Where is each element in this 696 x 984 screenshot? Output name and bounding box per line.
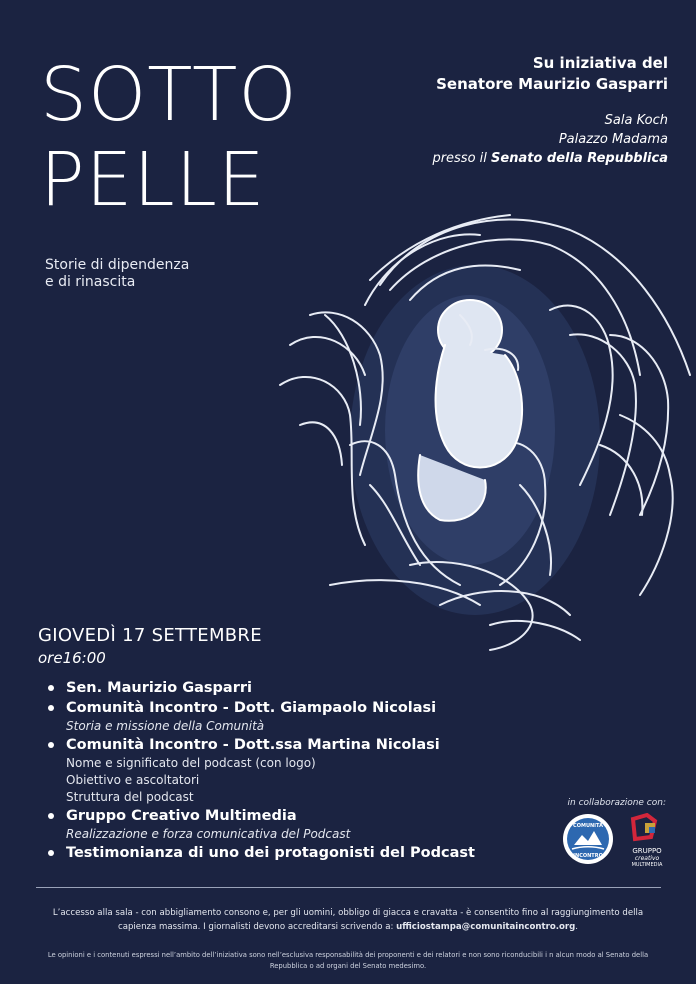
initiative-line-2: Senatore Maurizio Gasparri	[436, 75, 668, 93]
program-item-title: Gruppo Creativo Multimedia	[66, 808, 297, 824]
venue-palace: Palazzo Madama	[558, 132, 668, 147]
hands-illustration	[270, 185, 696, 655]
access-notice-end: .	[575, 922, 579, 932]
program-item-detail: Struttura del podcast	[66, 790, 194, 804]
gruppo-creativo-logo	[625, 813, 669, 873]
comunita-incontro-logo	[562, 813, 614, 865]
press-email[interactable]: ufficiostampa@comunitaincontro.org	[396, 922, 576, 932]
title-line-2: PELLE	[40, 137, 266, 223]
bullet-icon	[48, 742, 54, 748]
venue-block	[432, 111, 668, 168]
initiative-line-1: Su iniziativa del	[532, 54, 668, 72]
program-item-title: Comunità Incontro - Dott. Giampaolo Nicolasi	[66, 700, 437, 716]
bullet-icon	[48, 850, 54, 856]
gruppo-creativo-line-2: creativo	[634, 855, 660, 862]
collaboration-label: in collaborazione con:	[567, 798, 666, 808]
venue-senate-name: Senato della Repubblica	[491, 151, 668, 166]
bullet-icon	[48, 685, 54, 691]
gruppo-creativo-line-1: GRUPPO	[632, 847, 662, 855]
bullet-icon	[48, 813, 54, 819]
gruppo-creativo-line-3: MULTIMEDIA	[631, 862, 663, 868]
program-item-title: Sen. Maurizio Gasparri	[66, 680, 252, 696]
initiative-block	[436, 53, 668, 95]
program-item-title: Testimonianza di uno dei protagonisti del Podcast	[66, 845, 475, 861]
title-line-1: SOTTO	[40, 52, 298, 138]
venue-senate	[432, 149, 668, 168]
program-item	[48, 843, 548, 863]
program-item	[48, 806, 548, 843]
bullet-icon	[48, 705, 54, 711]
svg-text:COMUNITÀ: COMUNITÀ	[573, 823, 603, 829]
divider	[36, 887, 661, 888]
disclaimer: Le opinioni e i contenuti espressi nell’ambito dell’iniziativa sono nell’esclusiva responsabilità dei proponenti e dei relatori e non sono riconducibili i n alcun modo al Senato della Repubblica o ad organi del Senato medesimo.	[47, 951, 649, 970]
program-item	[48, 678, 548, 698]
gruppo-creativo-icon	[625, 813, 669, 843]
program-item-detail: Obiettivo e ascoltatori	[66, 773, 200, 787]
program-item-title: Comunità Incontro - Dott.ssa Martina Nicolasi	[66, 737, 440, 753]
subtitle	[45, 257, 189, 291]
subtitle-line-1: Storie di dipendenza	[45, 257, 190, 273]
program-item-detail: Storia e missione della Comunità	[66, 719, 265, 733]
program-list	[48, 678, 548, 863]
program-item	[48, 698, 548, 735]
svg-text:INCONTRO: INCONTRO	[573, 853, 603, 859]
program-item-detail: Nome e significato del podcast (con logo)	[66, 756, 316, 770]
venue-senate-prefix: presso il	[432, 151, 492, 166]
venue-room: Sala Koch	[604, 113, 668, 128]
program-item	[48, 735, 548, 806]
program-item-detail: Realizzazione e forza comunicativa del Podcast	[66, 827, 351, 841]
subtitle-line-2: e di rinascita	[45, 274, 136, 290]
access-notice	[40, 906, 656, 934]
event-time: ore16:00	[38, 649, 106, 667]
access-notice-text: L’accesso alla sala - con abbigliamento consono e, per gli uomini, obbligo di giacca e cravatta - è consentito fino al raggiungimento della capienza massima. I giornalisti devono accreditarsi scrivendo a:	[52, 908, 644, 932]
event-date: GIOVEDÌ 17 SETTEMBRE	[38, 625, 262, 646]
